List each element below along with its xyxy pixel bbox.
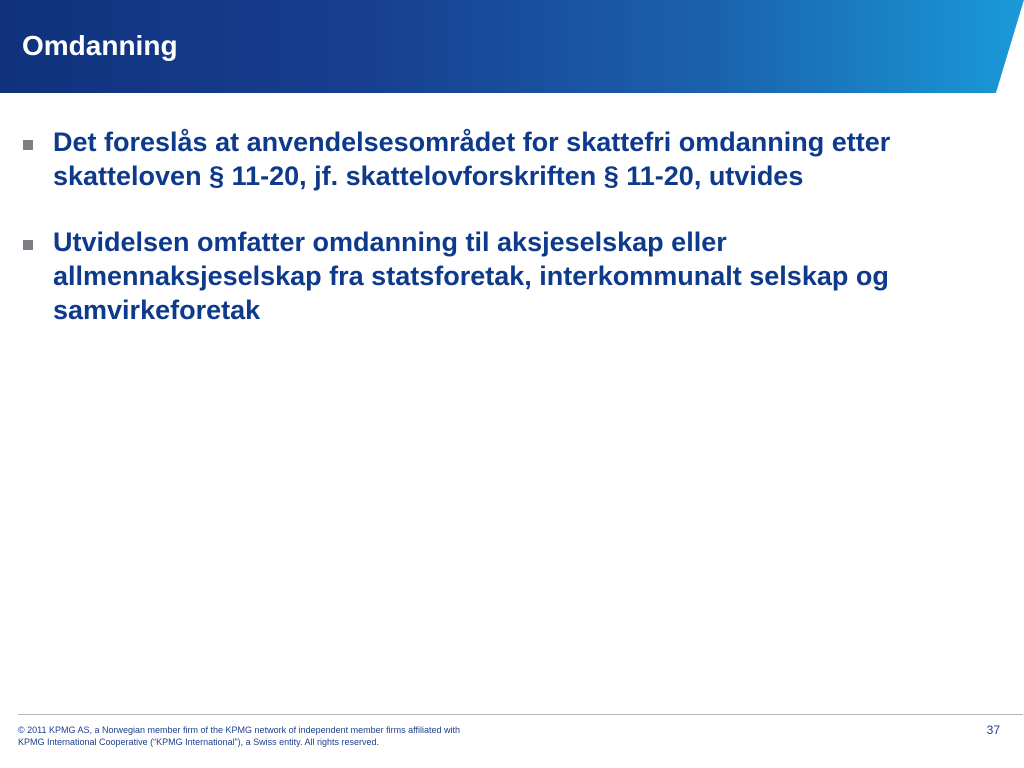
bullet-text-extension: Utvidelsen omfatter omdanning til aksjeselskap eller allmennaksjeselskap fra statsforetak, interkommunalt selskap og samvirkeforetak — [53, 227, 889, 325]
square-bullet-icon — [23, 140, 33, 150]
copyright-line-2: KPMG International Cooperative (“KPMG International”), a Swiss entity. All rights reserved. — [18, 737, 379, 747]
bullet-item-extension — [18, 225, 988, 327]
page-number: 37 — [986, 723, 1000, 737]
square-bullet-icon — [23, 240, 33, 250]
footer-divider — [18, 714, 1023, 715]
copyright-line-1: © 2011 KPMG AS, a Norwegian member firm of the KPMG network of independent member firms affiliated with — [18, 725, 460, 735]
page-title: Omdanning — [22, 30, 178, 61]
bullet-text-scope: Det foreslås at anvendelsesområdet for skattefri omdanning etter skatteloven § 11-20, jf. skattelovforskriften § 11-20, utvides — [53, 127, 891, 191]
bullet-list — [18, 125, 988, 359]
copyright-notice — [18, 724, 638, 748]
bullet-item-scope — [18, 125, 988, 193]
